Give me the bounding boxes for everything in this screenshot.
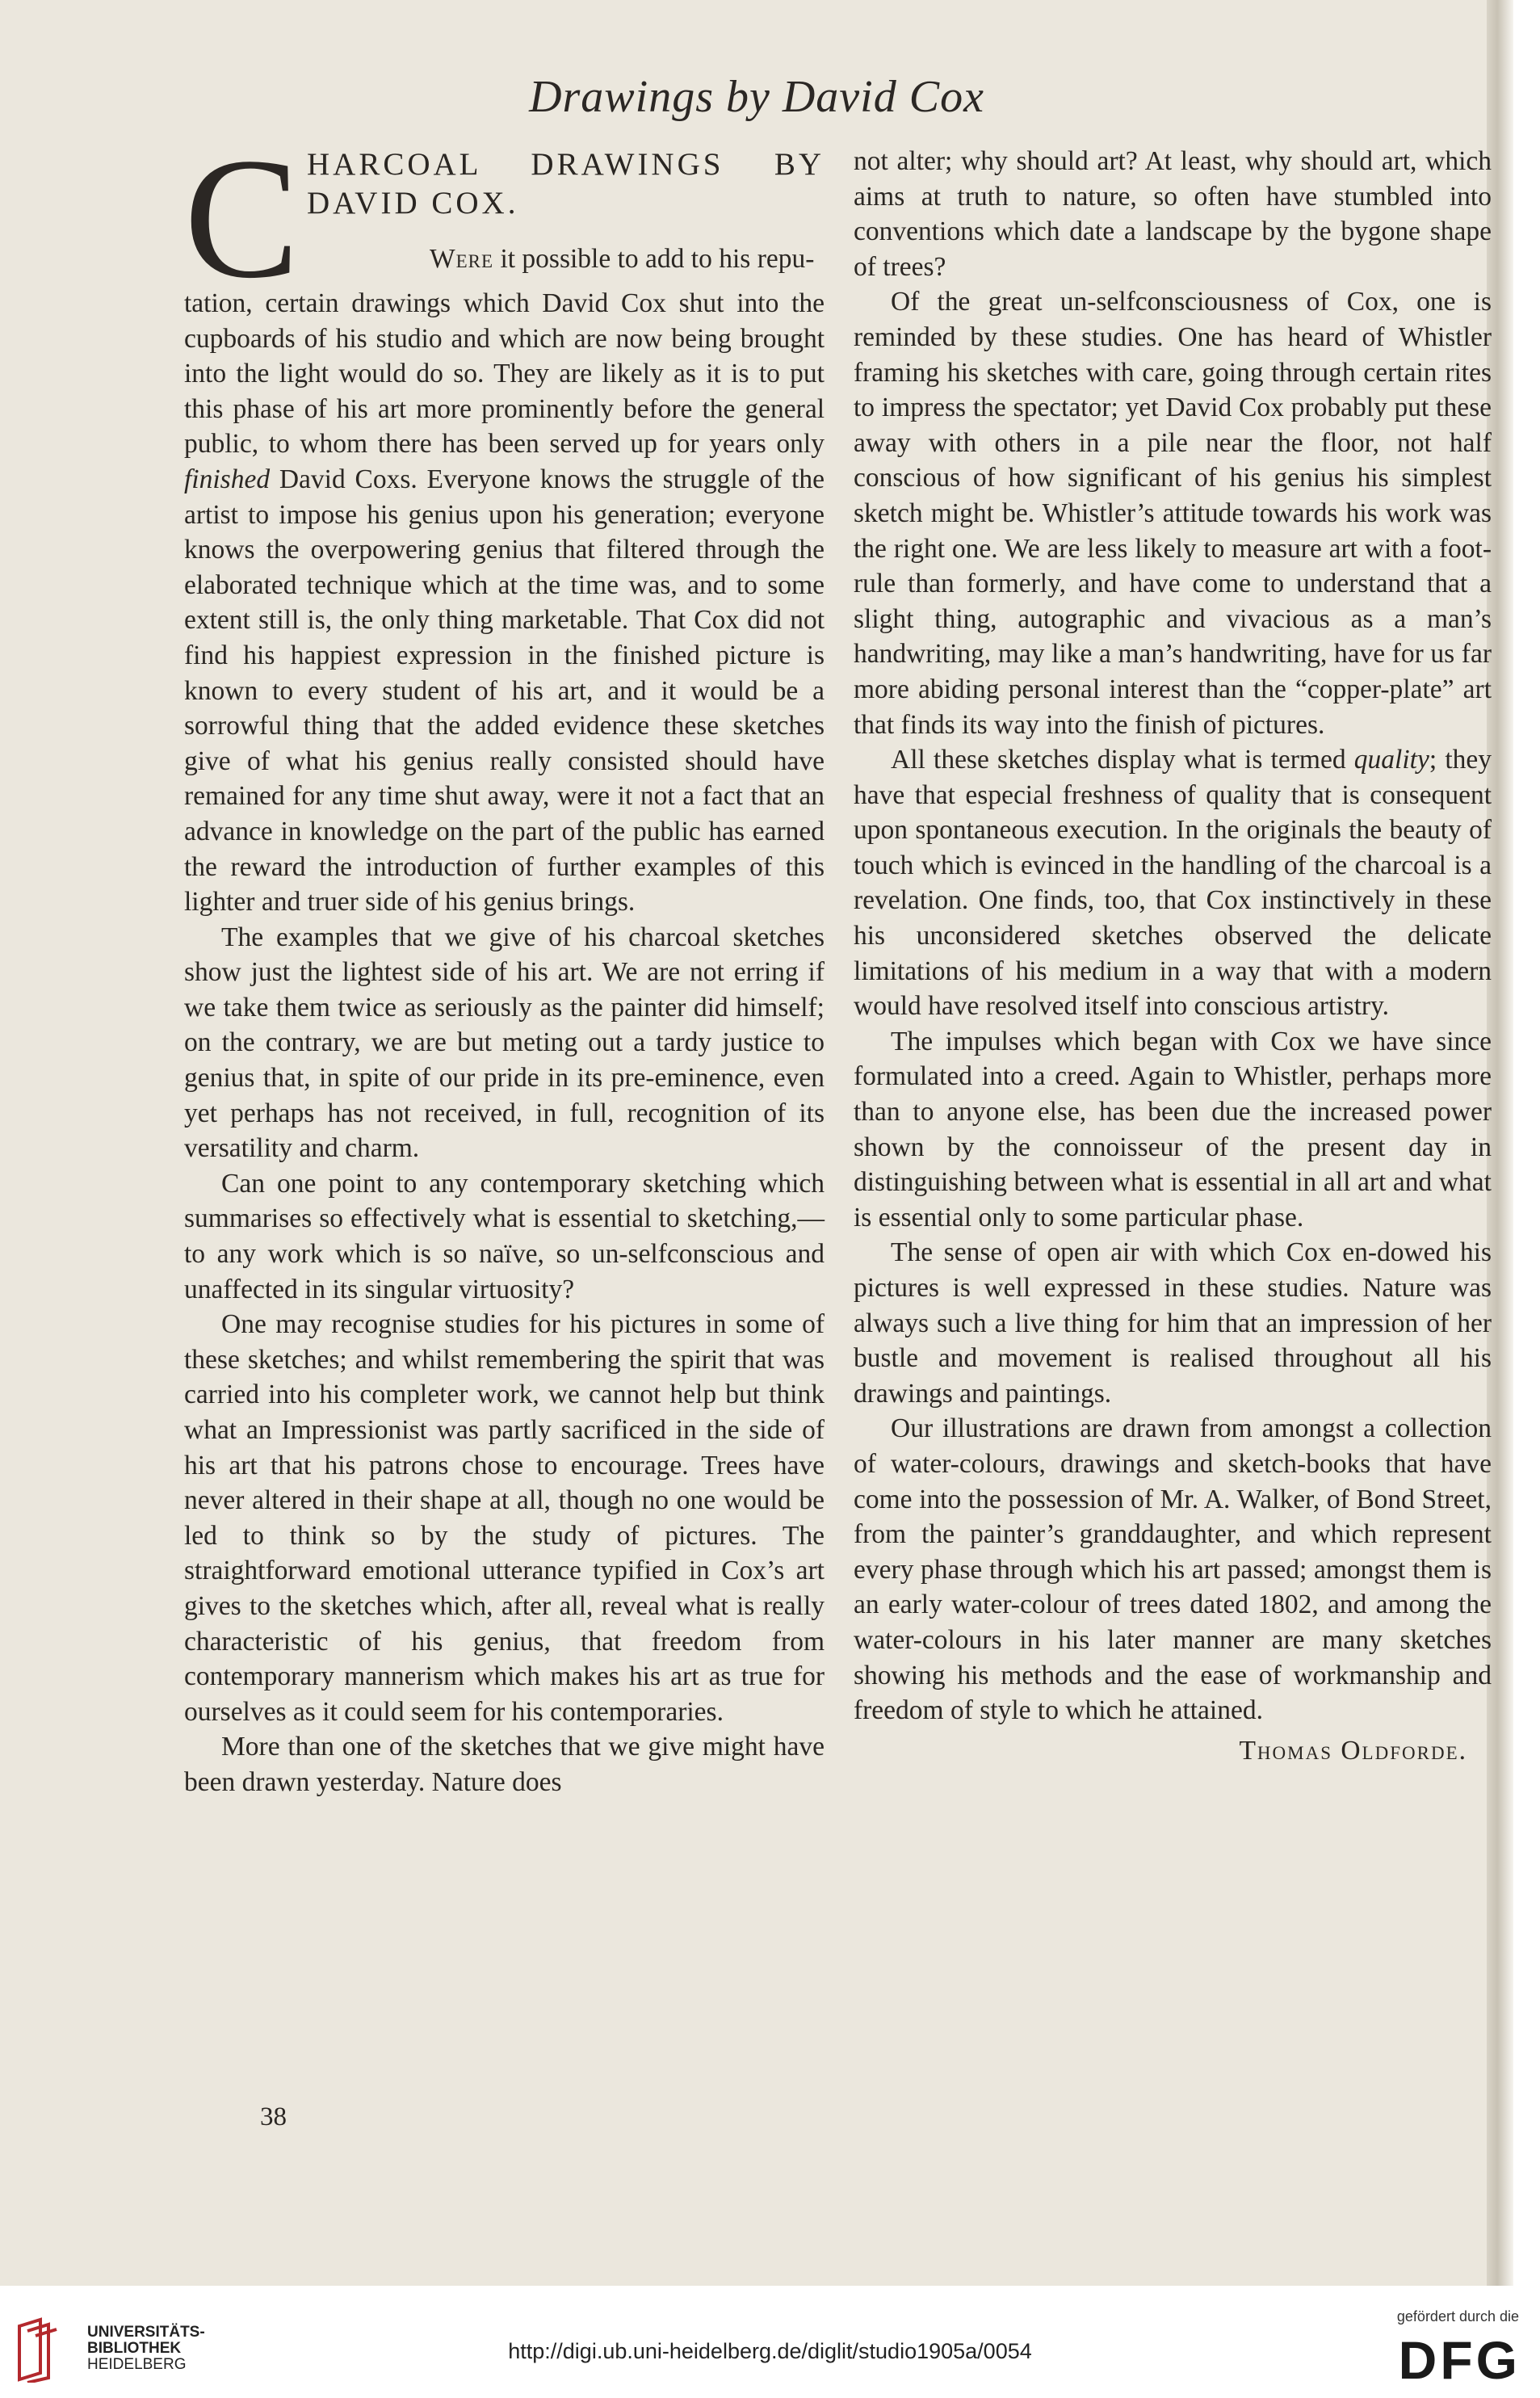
right-column <box>854 144 1492 1768</box>
library-name-line-3: HEIDELBERG <box>87 2356 187 2373</box>
paragraph-7-italic: quality <box>1353 745 1429 775</box>
intro-rest: it possible to add to his repu- <box>493 244 815 274</box>
library-name-line-1: UNIVERSITÄTS- <box>87 2324 205 2341</box>
paragraph-7-text-a: All these sketches display what is termed <box>891 745 1354 775</box>
paragraph-1-text-a: tation, certain drawings which David Cox shut into the cupboards of his studio and which are now being brought into the light would do so. They are likely as it is to put this phase of his art more prominently before the general public, to whom there has been served up for years only <box>184 288 825 460</box>
paragraph-10: Our illustrations are drawn from amongst a collection of water-colours, drawings and sketch-books that have come into the possession of Mr. A. Walker, of Bond Street, from the painter’s granddaughter, and which represent every phase through which his art passed; amongst them is an early water-colour of trees dated 1802, and among the water-colours in his later manner are many sketches showing his methods and the ease of workmanship and freedom of style to which he attained. <box>854 1413 1492 1726</box>
paragraph-1 <box>184 286 825 920</box>
paragraph-4: One may recognise studies for his pictures in some of these sketches; and whilst remembering the spirit that was carried into his completer work, we cannot help but think what an Impressionist was partly sacrificed in the side of his art that his patrons chose to encourage. Trees have never altered in their shape at all, though no one would be led to think so by the study of pictures. The straightforward emotional utterance typified in Cox’s art gives to the sketches which, after all, reveal what is really characteristic of his genius, that freedom from contemporary mannerism which makes his art as true for ourselves as it could seem for his contemporaries. <box>184 1309 825 1727</box>
funded-by-label: gefördert durch die <box>1396 2308 1519 2325</box>
paragraph-2: The examples that we give of his charcoal sketches show just the lightest side of his art. We are not erring if we take them twice as seriously as the painter did himself; on the contrary, we are but meting out a tardy justice to genius that, in spite of our pride in its pre-eminence, even yet perhaps has not received, in full, recognition of its versatility and charm. <box>184 922 825 1164</box>
paragraph-9: The sense of open air with which Cox en-dowed his pictures is well expressed in these studies. Nature was always such a live thing for him that an impression of her bustle and movement is realised throughout all his drawings and paintings. <box>854 1237 1492 1409</box>
paragraph-7 <box>854 742 1492 1024</box>
paragraph-5-continued: not alter; why should art? At least, why should art, which aims at truth to nature, so often have stumbled into conventions which date a landscape by the bygone shape of trees? <box>854 146 1492 282</box>
paragraph-6: Of the great un-selfconsciousness of Cox, one is reminded by these studies. One has heard of Whistler framing his sketches with care, going through certain rites to impress the spectator; yet David Cox probably put these away with others in a pile near the floor, not half conscious of how significant of his genius his simplest sketch might be. Whistler’s attitude towards his work was the right one. We are less likely to measure art with a foot-rule than formerly, and have come to understand that a slight thing, autographic and vivacious as a man’s handwriting, may like a man’s handwriting, have for us far more abiding personal interest than the “copper-plate” art that finds its way into the finish of pictures. <box>854 287 1492 740</box>
title-line-1: HARCOAL DRAWINGS BY <box>307 147 825 182</box>
paragraph-7-text-b: ; they have that especial freshness of quality that is consequent upon spontaneous execution. In the originals the beauty of touch which is evinced in the handling of the charcoal is a revelation. One finds, too, that Cox instinctively in these his unconsidered sketches observed the delicate limitations of his medium in a way that with a modern would have resolved itself into conscious artistry. <box>854 745 1492 1022</box>
paragraph-5: More than one of the sketches that we give might have been drawn yesterday. Nature does <box>184 1732 825 1797</box>
author-signature: Thomas Oldforde. <box>1239 1735 1467 1766</box>
paragraph-1-italic: finished <box>184 464 271 494</box>
title-line-2: DAVID COX. <box>307 186 519 220</box>
page-number: 38 <box>260 2102 287 2131</box>
intro-line <box>430 241 825 277</box>
footer <box>0 2286 1540 2398</box>
dfg-logo[interactable]: DFG <box>1398 2330 1521 2390</box>
paragraph-1-text-b: David Coxs. Everyone knows the struggle of the artist to impose his genius upon his generation; everyone knows the overpowering genius that filtered through the elaborated technique which at the time was, and to some extent still is, the only thing marketable. That Cox did not find his happiest expression in the finished picture is known to every student of his art, and it would be a sorrowful thing that the added evidence these sketches give of what his genius really consisted should have remained for any time shut away, were it not a fact that an advance in knowledge on the part of the public has earned the reward the introduction of further examples of this lighter and truer side of his genius brings. <box>184 464 825 918</box>
intro-smallcaps: Were <box>430 244 494 274</box>
paragraph-3: Can one point to any contemporary sketching which summarises so effectively what is essential to sketching,—to any work which is so naïve, so un-selfconscious and unaffected in its singular virtuosity? <box>184 1168 825 1304</box>
drop-cap: C <box>184 123 300 314</box>
left-column <box>184 123 825 1800</box>
running-head: Drawings by David Cox <box>529 72 984 122</box>
permalink-url[interactable]: http://digi.ub.uni-heidelberg.de/diglit/studio1905a/0054 <box>508 2339 1032 2363</box>
paragraph-8: The impulses which began with Cox we have since formulated into a creed. Again to Whistler, perhaps more than to anyone else, has been due the increased power shown by the connoisseur of the present day in distinguishing between what is essential in all art and what is essential only to some particular phase. <box>854 1026 1492 1233</box>
article-title <box>184 123 825 314</box>
library-name-line-2: BIBLIOTHEK <box>87 2340 182 2357</box>
